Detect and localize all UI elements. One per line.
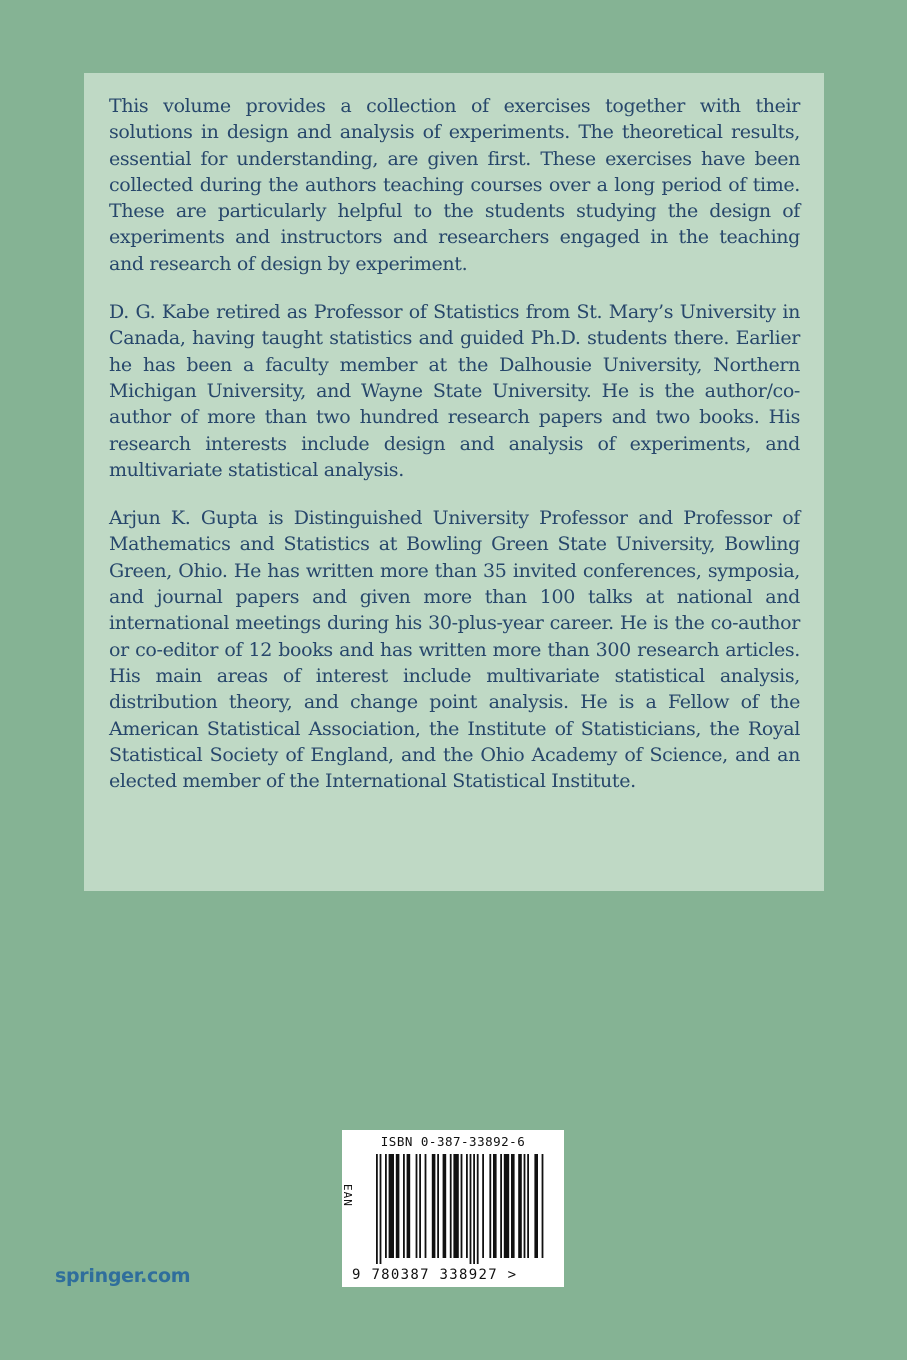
ean-digits: 9 780387 338927 >	[352, 1267, 518, 1283]
barcode-stripe	[534, 1154, 538, 1258]
barcode-stripe	[542, 1154, 544, 1258]
barcode-stripe	[493, 1154, 497, 1258]
barcode-stripe	[450, 1154, 452, 1258]
barcode-stripe	[432, 1154, 436, 1258]
author-bio-kabe: D. G. Kabe retired as Professor of Statistics from St. Mary’s University in Canada, having taught statistics and guided Ph.D. students there. Earlier he has been a faculty member at the Dalhousie University, Northern Michigan University, and Wayne State University. He is the author/co-author of more than two hundred research papers and two books. His research interests include design and analysis of experiments, and multivariate statistical analysis.	[109, 301, 800, 481]
barcode-stripe	[443, 1154, 447, 1258]
barcode-stripe	[511, 1154, 515, 1258]
barcode-stripe	[482, 1154, 484, 1258]
barcode-stripe	[461, 1154, 463, 1258]
barcode-stripe	[419, 1154, 421, 1258]
barcode-stripe	[403, 1154, 405, 1258]
barcode-stripe	[416, 1154, 418, 1258]
barcode-stripe	[489, 1154, 491, 1258]
barcode-stripe	[500, 1154, 502, 1258]
barcode-stripe	[425, 1154, 427, 1258]
barcode-stripe	[437, 1154, 439, 1258]
barcode-stripe	[524, 1154, 526, 1258]
barcode-stripe	[518, 1154, 522, 1258]
barcode-stripe	[477, 1154, 479, 1264]
barcode-stripe	[453, 1154, 458, 1258]
barcode-stripe	[380, 1154, 382, 1264]
barcode-stripe	[376, 1154, 378, 1264]
author-bio-gupta: Arjun K. Gupta is Distinguished University Professor and Professor of Mathematics and Statistics at Bowling Green State University, Bowling Green, Ohio. He has written more than 35 invited conferences, symposia, and journal papers and given more than 100 talks at national and international meetings during his 30-plus-year career. He is the co-author or co-editor of 12 books and has written more than 300 research articles. His main areas of interest include multivariate statistical analysis, distribution theory, and change point analysis. He is a Fellow of the American Statistical Association, the Institute of Statisticians, the Royal Statistical Society of England, and the Ohio Academy of Science, and an elected member of the International Statistical Institute.	[109, 507, 800, 793]
barcode-stripe	[389, 1154, 394, 1258]
barcode-stripe	[470, 1154, 472, 1264]
barcode-stripe	[466, 1154, 468, 1258]
blurb-panel	[84, 73, 824, 891]
barcode-bars	[374, 1154, 544, 1264]
barcode-stripe	[473, 1154, 475, 1264]
springer-logo: springer.com	[55, 1265, 191, 1287]
barcode-stripe	[407, 1154, 411, 1258]
isbn-label: ISBN 0-387-33892-6	[380, 1134, 526, 1149]
ean-label: EAN	[341, 1184, 354, 1207]
book-description: This volume provides a collection of exercises together with their solutions in design and analysis of experiments. The theoretical results, essential for understanding, are given first. These exercises have been collected during the authors teaching courses over a long period of time. These are particularly helpful to the students studying the design of experiments and instructors and researchers engaged in the teaching and research of design by experiment.	[109, 95, 800, 275]
barcode-stripe	[527, 1154, 529, 1258]
isbn-barcode	[342, 1130, 564, 1287]
barcode-stripe	[385, 1154, 387, 1258]
barcode-stripe	[396, 1154, 400, 1258]
barcode-stripe	[504, 1154, 509, 1258]
